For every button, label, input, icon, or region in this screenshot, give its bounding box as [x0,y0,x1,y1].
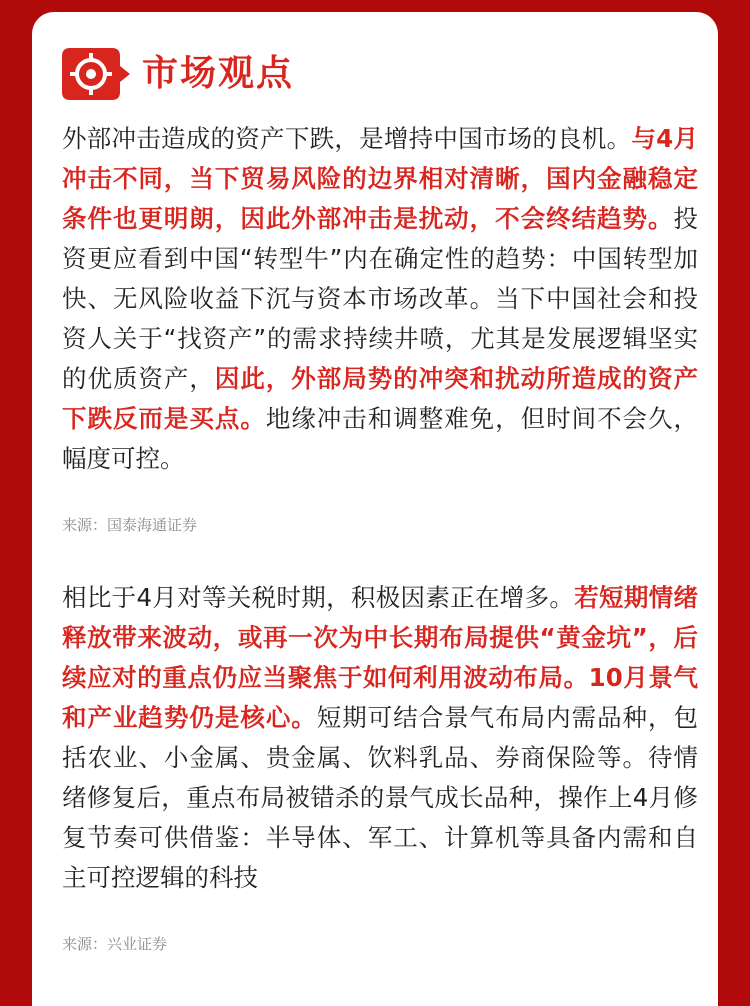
highlighted-text-segment: 因此，外部局势的冲突和扰动所造成的资产下跌反而是买点。 [62,364,698,433]
highlighted-text-segment: 若短期情绪释放带来波动，或再一次为中长期布局提供“黄金坑”，后续应对的重点仍应当聚焦于如何利用波动布局。10月景气和产业趋势仍是核心。 [62,583,698,732]
highlighted-text-segment: 与4月冲击不同，当下贸易风险的边界相对清晰，国内金融稳定条件也更明朗，因此外部冲击是扰动，不会终结趋势。 [62,124,698,233]
source-label: 来源：兴业证券 [62,935,168,953]
target-crosshair-icon [62,46,132,102]
text-segment: 地缘冲击和调整难免，但时间不会久，幅度可控。 [62,404,699,473]
viewpoint-paragraph [62,578,698,898]
page-title: 市场观点 [142,53,295,94]
content-card [32,12,718,1006]
text-segment: 投资更应看到中国“转型牛”内在确定性的趋势：中国转型加快、无风险收益下沉与资本市场改革。当下中国社会和投资人关于“找资产”的需求持续井喷，尤其是发展逻辑坚实的优质资产， [62,204,698,393]
text-segment: 外部冲击造成的资产下跌，是增持中国市场的良机。 [62,124,632,153]
text-segment: 相比于4月对等关税时期，积极因素正在增多。 [62,583,575,612]
viewpoint-section-2 [62,578,698,954]
section-header [62,42,294,106]
source-label: 来源：国泰海通证券 [62,516,198,534]
text-segment: 短期可结合景气布局内需品种，包括农业、小金属、贵金属、饮料乳品、券商保险等。待情绪修复后，重点布局被错杀的景气成长品种，操作上4月修复节奏可供借鉴：半导体、军工、计算机等具备内需和自主可控逻辑的科技 [62,703,699,892]
viewpoint-paragraph [62,119,698,479]
viewpoint-section-1 [62,119,698,535]
